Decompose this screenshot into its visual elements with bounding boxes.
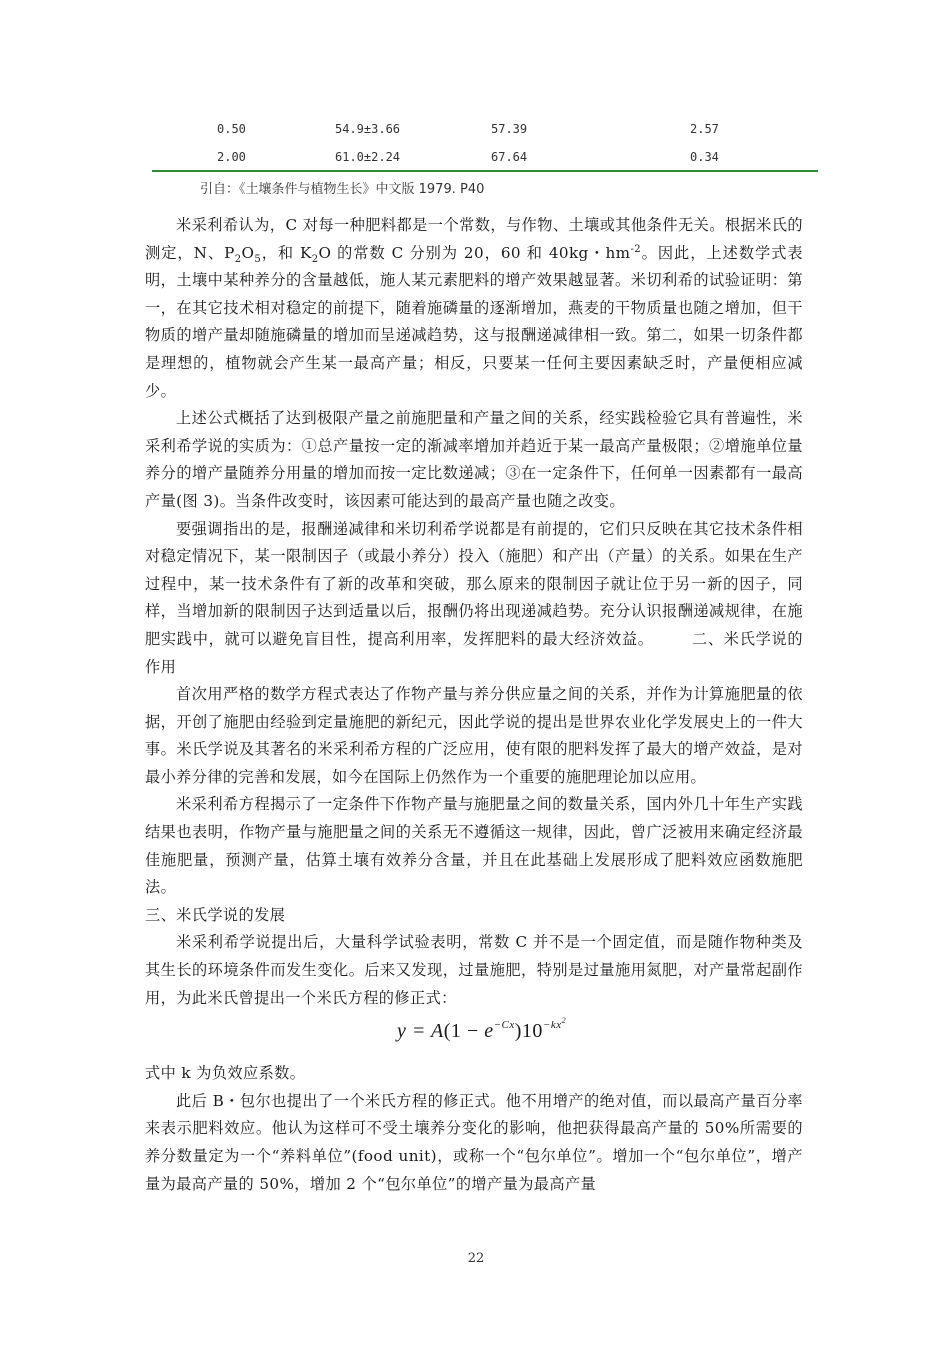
paragraph: 式中 k 为负效应系数。	[145, 1064, 306, 1083]
paragraph: 米采利希方程揭示了一定条件下作物产量与施肥量之间的数量关系，国内外几十年生产实践结果也表明，作物产量与施肥量之间的关系无不遵循这一规律，因此，曾广泛被用来确定经济最佳施肥量，预测产量，估算土壤有效养分含量，并且在此基础上发展形成了肥料效应函数施肥法。	[145, 795, 803, 897]
paragraph: 此后 B・包尔也提出了一个米氏方程的修正式。他不用增产的绝对值，而以最高产量百分率来表示肥料效应。他认为这样可不受土壤养分变化的影响，他把获得最高产量的 50%所需要的养分数量定为一个“养料单位”(food unit)，或称一个“包尔单位”。增加一个“包尔单位”，增产量为最高产量的 50%，增加 2 个“包尔单位”的增产量为最高产量	[145, 1091, 803, 1193]
table-cell: 57.39	[491, 122, 528, 136]
paragraph: 上述公式概括了达到极限产量之前施肥量和产量之间的关系，经实践检验它具有普遍性，米采利希学说的实质为：①总产量按一定的渐减率增加并趋近于某一最高产量极限；②增施单位量养分的增产量随养分用量的增加而按一定比数递减；③在一定条件下，任何单一因素都有一最高产量(图 3)。当条件改变时，该因素可能达到的最高产量也随之改变。	[145, 409, 803, 510]
table-cell: 2.57	[690, 122, 719, 136]
equation: $y = A(1 - e^{-Cx})10^{-kx^2}$	[397, 1016, 567, 1043]
page-number: 22	[467, 1251, 485, 1266]
table-row	[152, 144, 818, 172]
body-text	[145, 212, 803, 1198]
table-cell: 54.9±3.66	[335, 122, 401, 136]
paragraph: 米采利希学说提出后，大量科学试验表明，常数 C 并不是一个固定值，而是随作物种类及其生长的环境条件而发生变化。后来又发现，过量施肥，特别是过量施用氮肥，对产量常起副作用，为此米氏曾提出一个米氏方程的修正式：	[145, 933, 803, 1007]
table-cell: 61.0±2.24	[335, 150, 401, 164]
paragraph: 米采利希认为，C 对每一种肥料都是一个常数，与作物、土壤或其他条件无关。根据米氏的测定，N、$P_2O_5$，和 $K_2O$ 的常数 C 分别为 20，60 和 40kg・$hm^{-2}$。因此，上述数学式表明，土壤中某种养分的含量越低，施人某元素肥料的增产效果越显著。米切利希的试验证明：第一，在其它技术相对稳定的前提下，随着施磷量的逐渐增加，燕麦的干物质量也随之增加，但干物质的增产量却随施磷量的增加而呈递减趋势，这与报酬递减律相一致。第二，如果一切条件都是理想的，植物就会产生某一最高产量；相反，只要某一任何主要因素缺乏时，产量便相应减少。	[145, 216, 803, 400]
table-cell: 2.00	[217, 150, 246, 164]
table-source-note: 引自：《土壤条件与植物生长》中文版 1979. P40	[200, 182, 485, 197]
paragraph: 首次用严格的数学方程式表达了作物产量与养分供应量之间的关系，并作为计算施肥量的依据，开创了施肥由经验到定量施肥的新纪元，因此学说的提出是世界农业化学发展史上的一件大事。米氏学说及其著名的米采利希方程的广泛应用，使有限的肥料发挥了最大的增产效益，是对最小养分律的完善和发展，如今在国际上仍然作为一个重要的施肥理论加以应用。	[145, 685, 803, 786]
table-row	[152, 116, 818, 144]
table-cell: 67.64	[491, 150, 528, 164]
paragraph: 要强调指出的是，报酬递减律和米切利希学说都是有前提的，它们只反映在其它技术条件相对稳定情况下，某一限制因子（或最小养分）投入（施肥）和产出（产量）的关系。如果在生产过程中，某一技术条件有了新的改革和突破，那么原来的限制因子就让位于另一新的因子，同样，当增加新的限制因子达到适量以后，报酬仍将出现递减趋势。充分认识报酬递减规律，在施肥实践中，就可以避免盲目性，提高利用率，发挥肥料的最大经济效益。 二、米氏学说的作用	[145, 519, 803, 676]
data-table	[152, 116, 818, 172]
table-cell: 0.50	[217, 122, 246, 136]
table-cell: 0.34	[690, 150, 719, 164]
table-bottom-rule	[152, 170, 818, 172]
section-heading: 二、米氏学说的作用	[145, 629, 803, 676]
section-heading: 三、米氏学说的发展	[145, 905, 286, 924]
